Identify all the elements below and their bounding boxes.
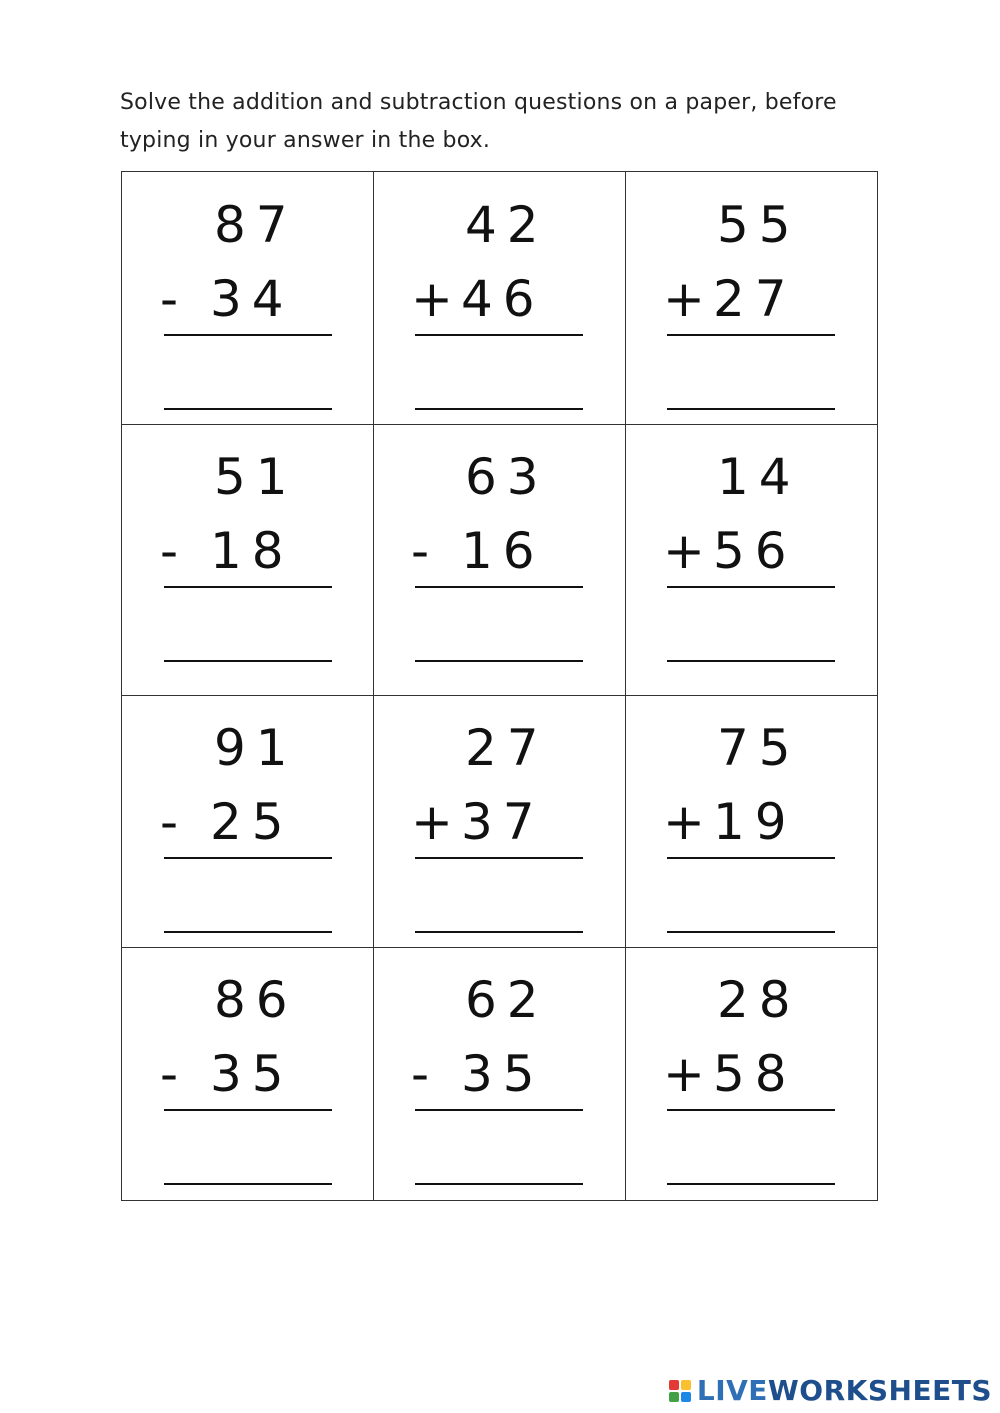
- problem-top-number: 51: [214, 448, 298, 506]
- problem-bottom-number: 18: [210, 522, 294, 580]
- problem-bottom-number: 37: [461, 793, 545, 851]
- problem-operator: +: [663, 522, 705, 580]
- sum-line: [164, 1109, 332, 1111]
- problem-cell: [373, 947, 625, 1202]
- answer-input[interactable]: [667, 660, 835, 662]
- problem-bottom-number: 16: [461, 522, 545, 580]
- problem-cell: [625, 424, 877, 695]
- problem-bottom-number: 35: [461, 1045, 545, 1103]
- sum-line: [415, 857, 583, 859]
- problem-bottom-number: 25: [210, 793, 294, 851]
- problem-bottom-number: 27: [713, 270, 797, 328]
- problem-cell: [625, 695, 877, 947]
- instructions-line-1: Solve the addition and subtraction questions on a paper, before: [120, 90, 837, 115]
- problem-top-number: 42: [465, 196, 549, 254]
- sum-line: [415, 586, 583, 588]
- problem-cell: [122, 947, 374, 1202]
- problem-operator: -: [160, 793, 179, 851]
- answer-input[interactable]: [415, 408, 583, 410]
- sum-line: [415, 1109, 583, 1111]
- logo-prefix: LIVE: [696, 1374, 768, 1407]
- problem-operator: +: [663, 270, 705, 328]
- problem-operator: -: [160, 270, 179, 328]
- problem-cell: [373, 424, 625, 695]
- problem-cell: [122, 424, 374, 695]
- answer-input[interactable]: [164, 660, 332, 662]
- sum-line: [667, 334, 835, 336]
- problem-top-number: 28: [717, 971, 801, 1029]
- problem-operator: -: [411, 522, 430, 580]
- problem-cell: [122, 695, 374, 947]
- problem-top-number: 63: [465, 448, 549, 506]
- problem-operator: -: [411, 1045, 430, 1103]
- problem-cell: [122, 172, 374, 424]
- sum-line: [667, 857, 835, 859]
- problem-operator: +: [411, 793, 453, 851]
- problem-operator: -: [160, 522, 179, 580]
- sum-line: [667, 1109, 835, 1111]
- instructions-line-2: typing in your answer in the box.: [120, 128, 491, 153]
- problem-bottom-number: 46: [461, 270, 545, 328]
- liveworksheets-logo-icon: [669, 1380, 691, 1402]
- problem-operator: +: [411, 270, 453, 328]
- answer-input[interactable]: [164, 408, 332, 410]
- problem-bottom-number: 19: [713, 793, 797, 851]
- sum-line: [164, 334, 332, 336]
- problem-top-number: 62: [465, 971, 549, 1029]
- answer-input[interactable]: [415, 660, 583, 662]
- sum-line: [667, 586, 835, 588]
- problem-bottom-number: 34: [210, 270, 294, 328]
- problem-top-number: 14: [717, 448, 801, 506]
- answer-input[interactable]: [164, 931, 332, 933]
- logo-suffix: WORKSHEETS: [767, 1374, 992, 1407]
- answer-input[interactable]: [667, 1183, 835, 1185]
- problem-cell: [373, 695, 625, 947]
- problem-bottom-number: 58: [713, 1045, 797, 1103]
- answer-input[interactable]: [667, 931, 835, 933]
- answer-input[interactable]: [415, 1183, 583, 1185]
- problem-top-number: 86: [214, 971, 298, 1029]
- problem-top-number: 27: [465, 719, 549, 777]
- problem-top-number: 87: [214, 196, 298, 254]
- problem-operator: +: [663, 793, 705, 851]
- answer-input[interactable]: [164, 1183, 332, 1185]
- problem-top-number: 75: [717, 719, 801, 777]
- instructions: [120, 84, 880, 160]
- problem-bottom-number: 35: [210, 1045, 294, 1103]
- problem-top-number: 91: [214, 719, 298, 777]
- problem-grid: [121, 171, 878, 1201]
- sum-line: [415, 334, 583, 336]
- problem-cell: [625, 172, 877, 424]
- sum-line: [164, 586, 332, 588]
- answer-input[interactable]: [415, 931, 583, 933]
- sum-line: [164, 857, 332, 859]
- problem-operator: -: [160, 1045, 179, 1103]
- problem-top-number: 55: [717, 196, 801, 254]
- problem-operator: +: [663, 1045, 705, 1103]
- problem-bottom-number: 56: [713, 522, 797, 580]
- problem-cell: [373, 172, 625, 424]
- problem-cell: [625, 947, 877, 1202]
- liveworksheets-logo: [669, 1374, 992, 1407]
- answer-input[interactable]: [667, 408, 835, 410]
